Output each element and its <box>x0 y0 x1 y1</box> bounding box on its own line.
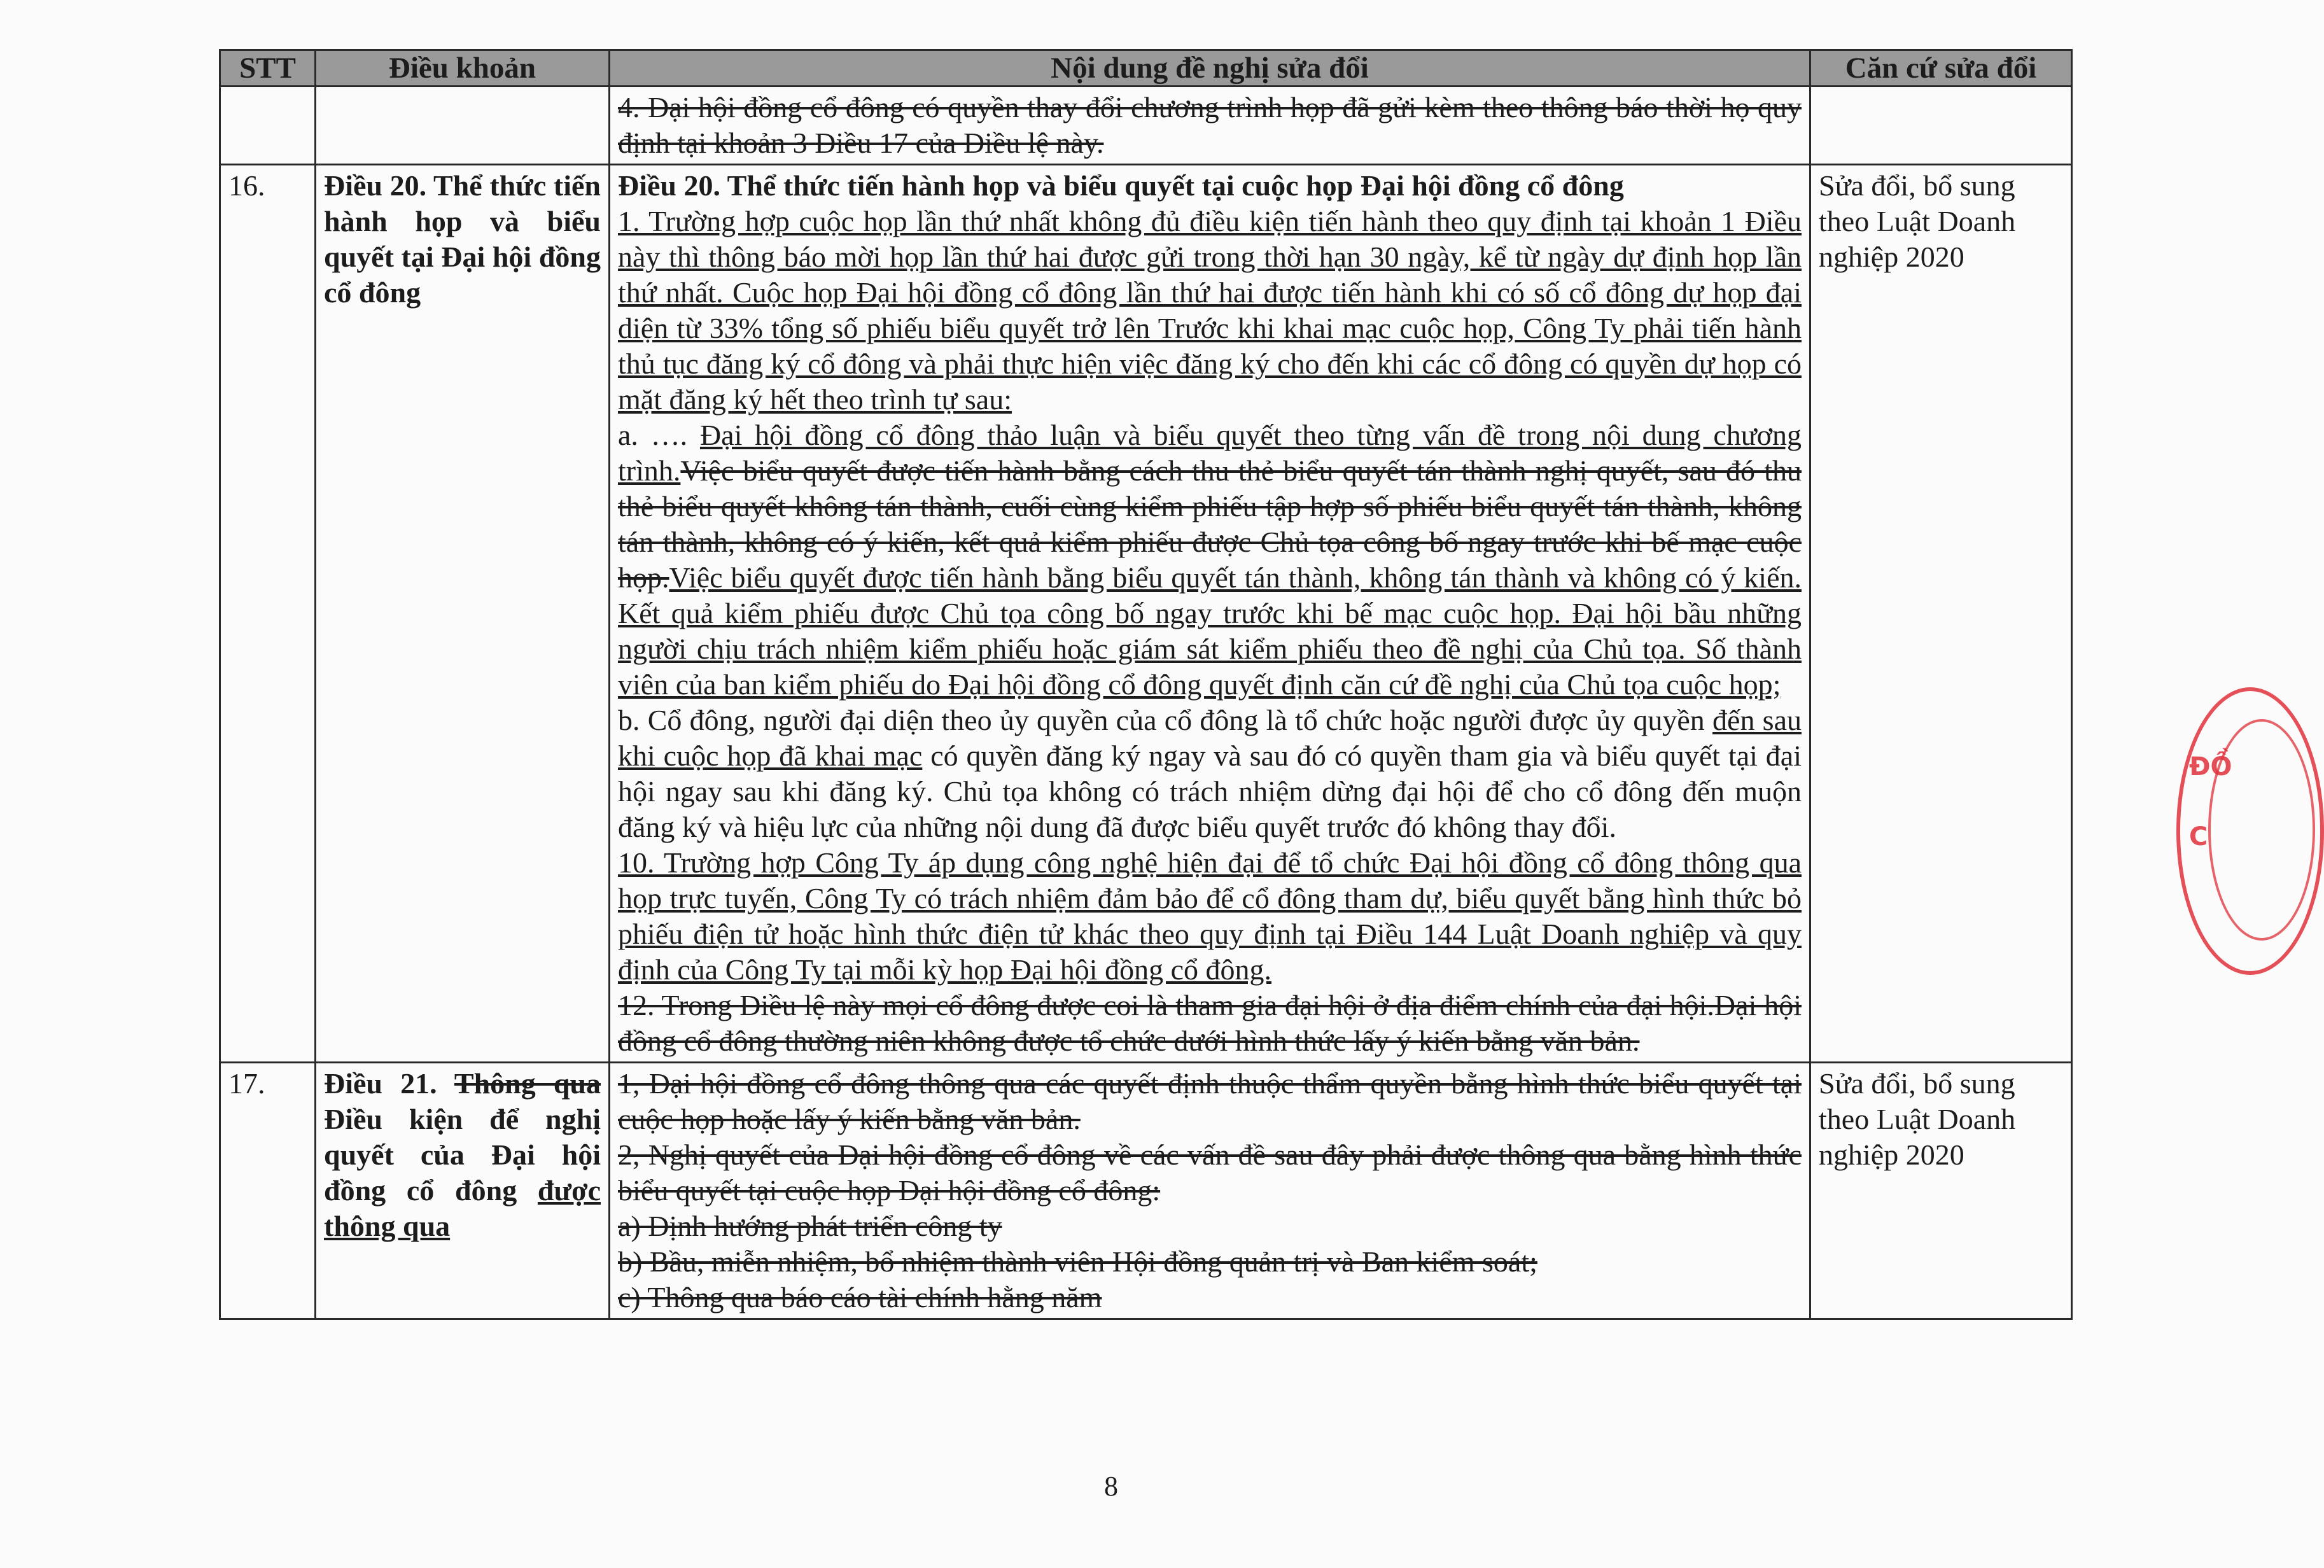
row-16-basis: Sửa đổi, bổ sung theo Luật Doanh nghiệp 2020 <box>1810 165 2072 1063</box>
amendment-table <box>219 49 2073 1320</box>
row-16-title: Điều 20. Thể thức tiến hành họp và biểu quyết tại cuộc họp Đại hội đồng cổ đông <box>618 169 1624 202</box>
cell-content-continuation <box>610 87 1810 165</box>
cell-clause-empty <box>316 87 610 165</box>
row-17-item-b: b) Bầu, miễn nhiệm, bổ nhiệm thành viên Hội đồng quản trị và Ban kiểm soát; <box>618 1245 1537 1278</box>
header-content: Nội dung đề nghị sửa đổi <box>610 50 1810 87</box>
row-16-paragraph-1: 1. Trường hợp cuộc họp lần thứ nhất không đủ điều kiện tiến hành theo quy định tại khoản 1 Điều này thì thông báo mời họp lần thứ hai được gửi trong thời hạn 30 ngày, kể từ ngày dự định họp lần thứ nhất. Cuộc họp Đại hội đồng cổ đông lần thứ hai được tiến hành khi có số cổ đông dự họp đại diện từ 33% tổng số phiếu biểu quyết trở lên Trước khi khai mạc cuộc họp, Công Ty phải tiến hành thủ tục đăng ký cổ đông và phải thực hiện việc đăng ký cho đến khi các cổ đông có quyền dự họp có mặt đăng ký hết theo trình tự sau: <box>618 205 1802 416</box>
clause-17-underlined: được thông qua <box>324 1174 601 1242</box>
row-16-paragraph-12: 12. Trong Điều lệ này mọi cổ đông được coi là tham gia đại hội ở địa điểm chính của đại hội.Đại hội đồng cổ đông thường niên không được tổ chức dưới hình thức lấy ý kiến bằng văn bản. <box>618 989 1802 1057</box>
table-header-row <box>220 50 2072 87</box>
row-17-item-c: c) Thông qua báo cáo tài chính hằng năm <box>618 1281 1102 1313</box>
row-17-paragraph-2: 2, Nghị quyết của Đại hội đồng cổ đông về các vấn đề sau đây phải được thông qua bằng hình thức biểu quyết tại cuộc họp Đại hội đồng cổ đông: <box>618 1138 1802 1207</box>
row-16-paragraph-a <box>618 417 1802 703</box>
row-17-stt: 17. <box>220 1063 316 1319</box>
paragraph-a-new: Việc biểu quyết được tiến hành bằng biểu quyết tán thành, không tán thành và không có ý kiến. Kết quả kiểm phiếu được Chủ tọa công bố ngay trước khi bế mạc cuộc họp. Đại hội bầu những người chịu trách nhiệm kiểm phiếu hoặc giám sát kiểm phiếu theo đề nghị của Chủ tọa. Số thành viên của ban kiểm phiếu do Đại hội đồng cổ đông quyết định căn cứ đề nghị của Chủ tọa cuộc họp; <box>618 561 1802 701</box>
row-16-content <box>610 165 1810 1063</box>
paragraph-a-struck: Việc biểu quyết được tiến hành bằng cách thu thẻ biểu quyết tán thành nghị quyết, sau đó thu thẻ biểu quyết không tán thành, cuối cùng kiểm phiếu tập hợp số phiếu biểu quyết tán thành, không tán thành, không có ý kiến, kết quả kiểm phiếu được Chủ tọa công bố ngay trước khi bế mạc cuộc họp. <box>618 454 1802 594</box>
paragraph-a-prefix: a. …. <box>618 419 700 451</box>
header-clause: Điều khoản <box>316 50 610 87</box>
paragraph-b-part1: b. Cổ đông, người đại diện theo ủy quyền của cổ đông là tổ chức hoặc người được ủy quyền <box>618 704 1713 736</box>
table-row-16 <box>220 165 2072 1063</box>
cell-basis-empty <box>1810 87 2072 165</box>
row-17-content <box>610 1063 1810 1319</box>
header-basis: Căn cứ sửa đổi <box>1810 50 2072 87</box>
clause-17-struck: Thông qua <box>454 1067 601 1100</box>
row-17-paragraph-1: 1, Đại hội đồng cổ đông thông qua các quyết định thuộc thẩm quyền bằng hình thức biểu quyết tại cuộc họp hoặc lấy ý kiến bằng văn bản. <box>618 1067 1802 1135</box>
struck-text: 4. Đại hội đồng cổ đông có quyền thay đổi chương trình họp đã gửi kèm theo thông báo thời họ quy định tại khoản 3 Điều 17 của Điều lệ này. <box>618 91 1802 159</box>
row-17-item-a: a) Định hướng phát triển công ty <box>618 1210 1002 1242</box>
table-row-continuation <box>220 87 2072 165</box>
table-row-17 <box>220 1063 2072 1319</box>
cell-stt-empty <box>220 87 316 165</box>
row-16-stt: 16. <box>220 165 316 1063</box>
paragraph-a-underlined: Đại hội đồng cổ đông thảo luận và biểu quyết theo từng vấn đề trong nội dung chương trình. <box>618 419 1802 487</box>
row-16-clause: Điều 20. Thể thức tiến hành họp và biểu quyết tại Đại hội đồng cổ đông <box>316 165 610 1063</box>
paragraph-b-underlined: đến sau khi cuộc họp đã khai mạc <box>618 704 1802 772</box>
row-16-paragraph-b <box>618 703 1802 845</box>
page-number: 8 <box>1104 1471 1118 1502</box>
clause-17-a: Điều 21. <box>324 1067 454 1100</box>
header-stt: STT <box>220 50 316 87</box>
paragraph-b-part2: có quyền đăng ký ngay và sau đó có quyền tham gia và biểu quyết tại đại hội ngay sau khi đăng ký. Chủ tọa không có trách nhiệm dừng đại hội để cho cổ đông đến muộn đăng ký và hiệu lực của những nội dung đã được biểu quyết trước đó không thay đổi. <box>618 739 1802 843</box>
row-17-basis: Sửa đổi, bổ sung theo Luật Doanh nghiệp 2020 <box>1810 1063 2072 1319</box>
row-16-paragraph-10: 10. Trường hợp Công Ty áp dụng công nghệ hiện đại để tổ chức Đại hội đồng cổ đông thông qua họp trực tuyến, Công Ty có trách nhiệm đảm bảo để cổ đông tham dự, biểu quyết bằng hình thức bỏ phiếu điện tử hoặc hình thức điện tử khác theo quy định tại Điều 144 Luật Doanh nghiệp và quy định của Công Ty tại mỗi kỳ họp Đại hội đồng cổ đông. <box>618 846 1802 986</box>
clause-17-b: Điều kiện để nghị quyết của Đại hội đồng cổ đông <box>324 1103 601 1207</box>
row-17-clause <box>316 1063 610 1319</box>
seal-text: ĐỒ C <box>2189 752 2232 851</box>
